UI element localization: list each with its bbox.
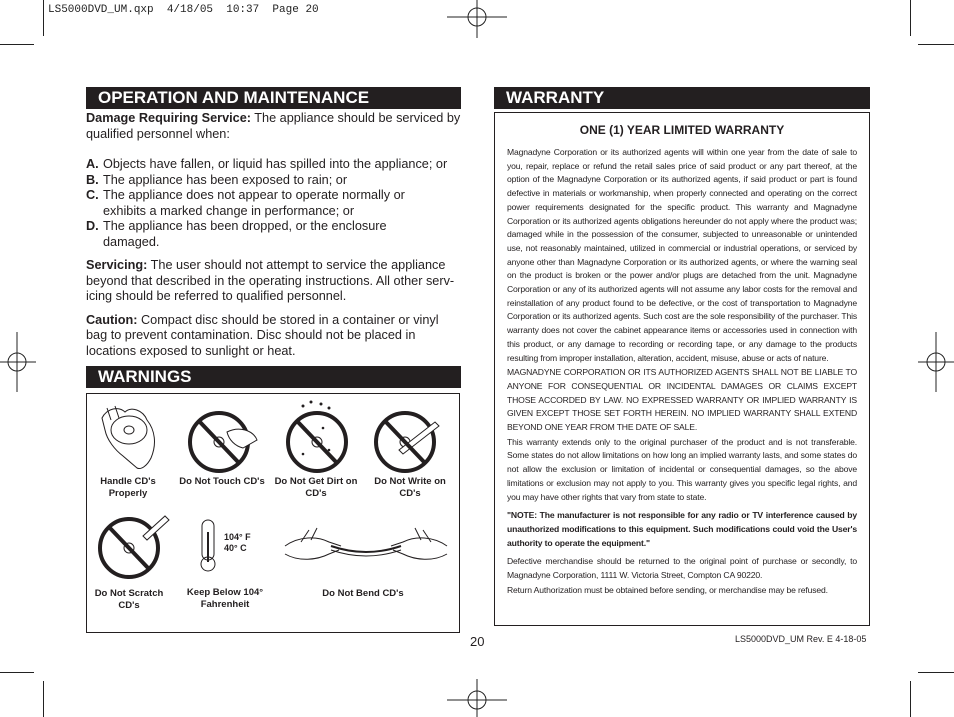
list-item	[86, 157, 462, 173]
no-scratch-icon	[95, 512, 175, 584]
thermo-celsius: 40° C	[224, 543, 247, 553]
caution-label: Caution:	[86, 312, 138, 327]
warranty-paragraph: MAGNADYNE CORPORATION OR ITS AUTHORIZED AGENTS SHALL NOT BE LIABLE TO ANYONE FOR CONSEQUENTIAL OR INCIDENTAL DAMAGES OR CLAIMS EXCEPT THOSE ACCORDED BY LAW. NO EXPRESSED WARRANTY OR IMPLIED WARRANTY IS GIVEN EXCEPT THOSE SET FORTH HEREIN. NO IMPLIED WARRANTY SHALL EXTEND BEYOND ONE YEAR FROM THE DATE OF SALE.	[507, 367, 857, 433]
list-text: The appliance does not appear to operate normally or exhibits a marked change in performance; or	[103, 188, 405, 218]
no-dirt-icon	[283, 398, 353, 476]
caption-touch: Do Not Touch CD's	[179, 476, 265, 487]
list-text: The appliance has been exposed to rain; or	[103, 172, 348, 187]
warranty-paragraph: This warranty extends only to the original purchaser of the product and is not transferable. Some states do not allow limitations on how long an implied warranty lasts, and some states do not allow the exclusion or limitation of incidental or consequential damages, so the above limitations or exclusion may not apply to you. This warranty gives you specific legal rights, and you may have other rights that vary from state to state.	[507, 436, 857, 502]
caption-scratch: Do Not Scratch CD's	[94, 588, 164, 611]
caution-paragraph	[86, 313, 462, 360]
registration-mark-icon	[447, 679, 507, 717]
warranty-box-title: ONE (1) YEAR LIMITED WARRANTY	[579, 123, 785, 137]
list-letter: C.	[86, 188, 99, 202]
crop-mark	[910, 681, 911, 717]
servicing-label: Servicing:	[86, 258, 148, 272]
servicing-paragraph	[86, 258, 462, 305]
bend-hands-icon	[281, 524, 451, 574]
damage-paragraph	[86, 111, 462, 142]
page-number: 20	[470, 634, 485, 649]
damage-label: Damage Requiring Service:	[86, 111, 251, 125]
list-item	[86, 188, 462, 219]
warranty-heading: WARRANTY	[494, 87, 870, 109]
list-letter: A.	[86, 157, 99, 171]
revision-label: LS5000DVD_UM Rev. E 4-18-05	[735, 634, 867, 644]
list-item	[86, 173, 462, 189]
no-touch-icon	[187, 406, 259, 476]
caption-dirt: Do Not Get Dirt on CD's	[274, 476, 358, 499]
print-header: LS5000DVD_UM.qxp 4/18/05 10:37 Page 20	[48, 4, 319, 16]
list-text: Objects have fallen, or liquid has spilled into the appliance; or	[103, 157, 448, 171]
caption-write: Do Not Write on CD's	[374, 476, 446, 499]
caption-bend: Do Not Bend CD's	[322, 588, 404, 599]
damage-text: The appliance should be serviced by qualified personnel when:	[86, 111, 461, 141]
registration-mark-icon	[918, 332, 954, 392]
warranty-box	[494, 112, 870, 626]
operation-heading: OPERATION AND MAINTENANCE	[86, 87, 461, 109]
handle-cd-icon	[97, 400, 167, 475]
crop-mark	[43, 0, 44, 36]
thermo-fahrenheit: 104° F	[224, 532, 251, 542]
crop-mark	[910, 0, 911, 36]
warranty-paragraph: Defective merchandise should be returned to the original point of purchase or secondly, to Magnadyne Corporation, 1111 W. Victoria Street, Compton CA 90220.	[507, 556, 857, 581]
crop-mark	[0, 672, 34, 673]
operation-section	[86, 111, 462, 359]
registration-mark-icon	[447, 0, 507, 38]
warranty-paragraph: Magnadyne Corporation or its authorized agents will within one year from the date of sale to you, repair, replace or refund the retail sales price of said product or any part thereof, at the option of the Magnadyne Corporation or its authorized agents, if said product or part is found defective in materials or workmanship, when properly connected and operating on the correct power requirements designated for the specific product. This warranty and Magnadyne Corporation or its authorized agents obligations hereunder do not apply where the product was; damaged while in the possession of the consumer, subjected to unreasonable or unintended use, not reasonably maintained, utilized in commercial or industrial operations, or serviced by anyone other than Magnadyne Corporation or its authorized agents, or where the warning seal on the product is broken or the power and/or plugs are detached from the unit. Magnadyne Corporation or any of its authorized agents will not assume any labor costs for the removal and reinstallation of any product found to be defective, or the cost of transportation to Magnadyne Corporation or its authorized agents. Such cost are the sole responsibility of the purchaser. This warranty does not cover the cabinet appearance items or accessories used in connection with this product, or any damage to recording or recording tape, or any damage to the products resulting from improper installation, alteration, accident, misuse, abuse or acts of nature.	[507, 147, 857, 363]
list-letter: B.	[86, 172, 99, 187]
warranty-text	[507, 146, 857, 599]
thermometer-icon	[197, 518, 227, 574]
servicing-text: The user should not attempt to service the appliance beyond that described in the operating instructions. All other serv-icing should be referred to qualified personnel.	[86, 258, 455, 303]
warranty-paragraph: Return Authorization must be obtained before sending, or merchandise may be refused.	[507, 584, 828, 595]
crop-mark	[0, 44, 34, 45]
list-text: The appliance has been dropped, or the enclosure damaged.	[103, 219, 387, 249]
list-letter: D.	[86, 219, 99, 233]
warranty-note: "NOTE: The manufacturer is not responsible for any radio or TV interference caused by unauthorized modifications to this equipment. Such modifications could void the User's authority to operate the equipment."	[507, 510, 857, 548]
warnings-heading: WARNINGS	[86, 366, 461, 388]
crop-mark	[918, 44, 954, 45]
crop-mark	[918, 672, 954, 673]
caution-text: Compact disc should be stored in a container or vinyl bag to prevent contamination. Disc should not be placed in locations exposed to sunlight or heat.	[86, 312, 439, 358]
warnings-box	[86, 393, 460, 633]
caption-handle: Handle CD's Properly	[100, 476, 156, 499]
registration-mark-icon	[0, 332, 36, 392]
list-item	[86, 219, 462, 250]
caption-keep-below: Keep Below 104° Fahrenheit	[186, 587, 264, 610]
no-write-icon	[373, 404, 445, 476]
crop-mark	[43, 681, 44, 717]
